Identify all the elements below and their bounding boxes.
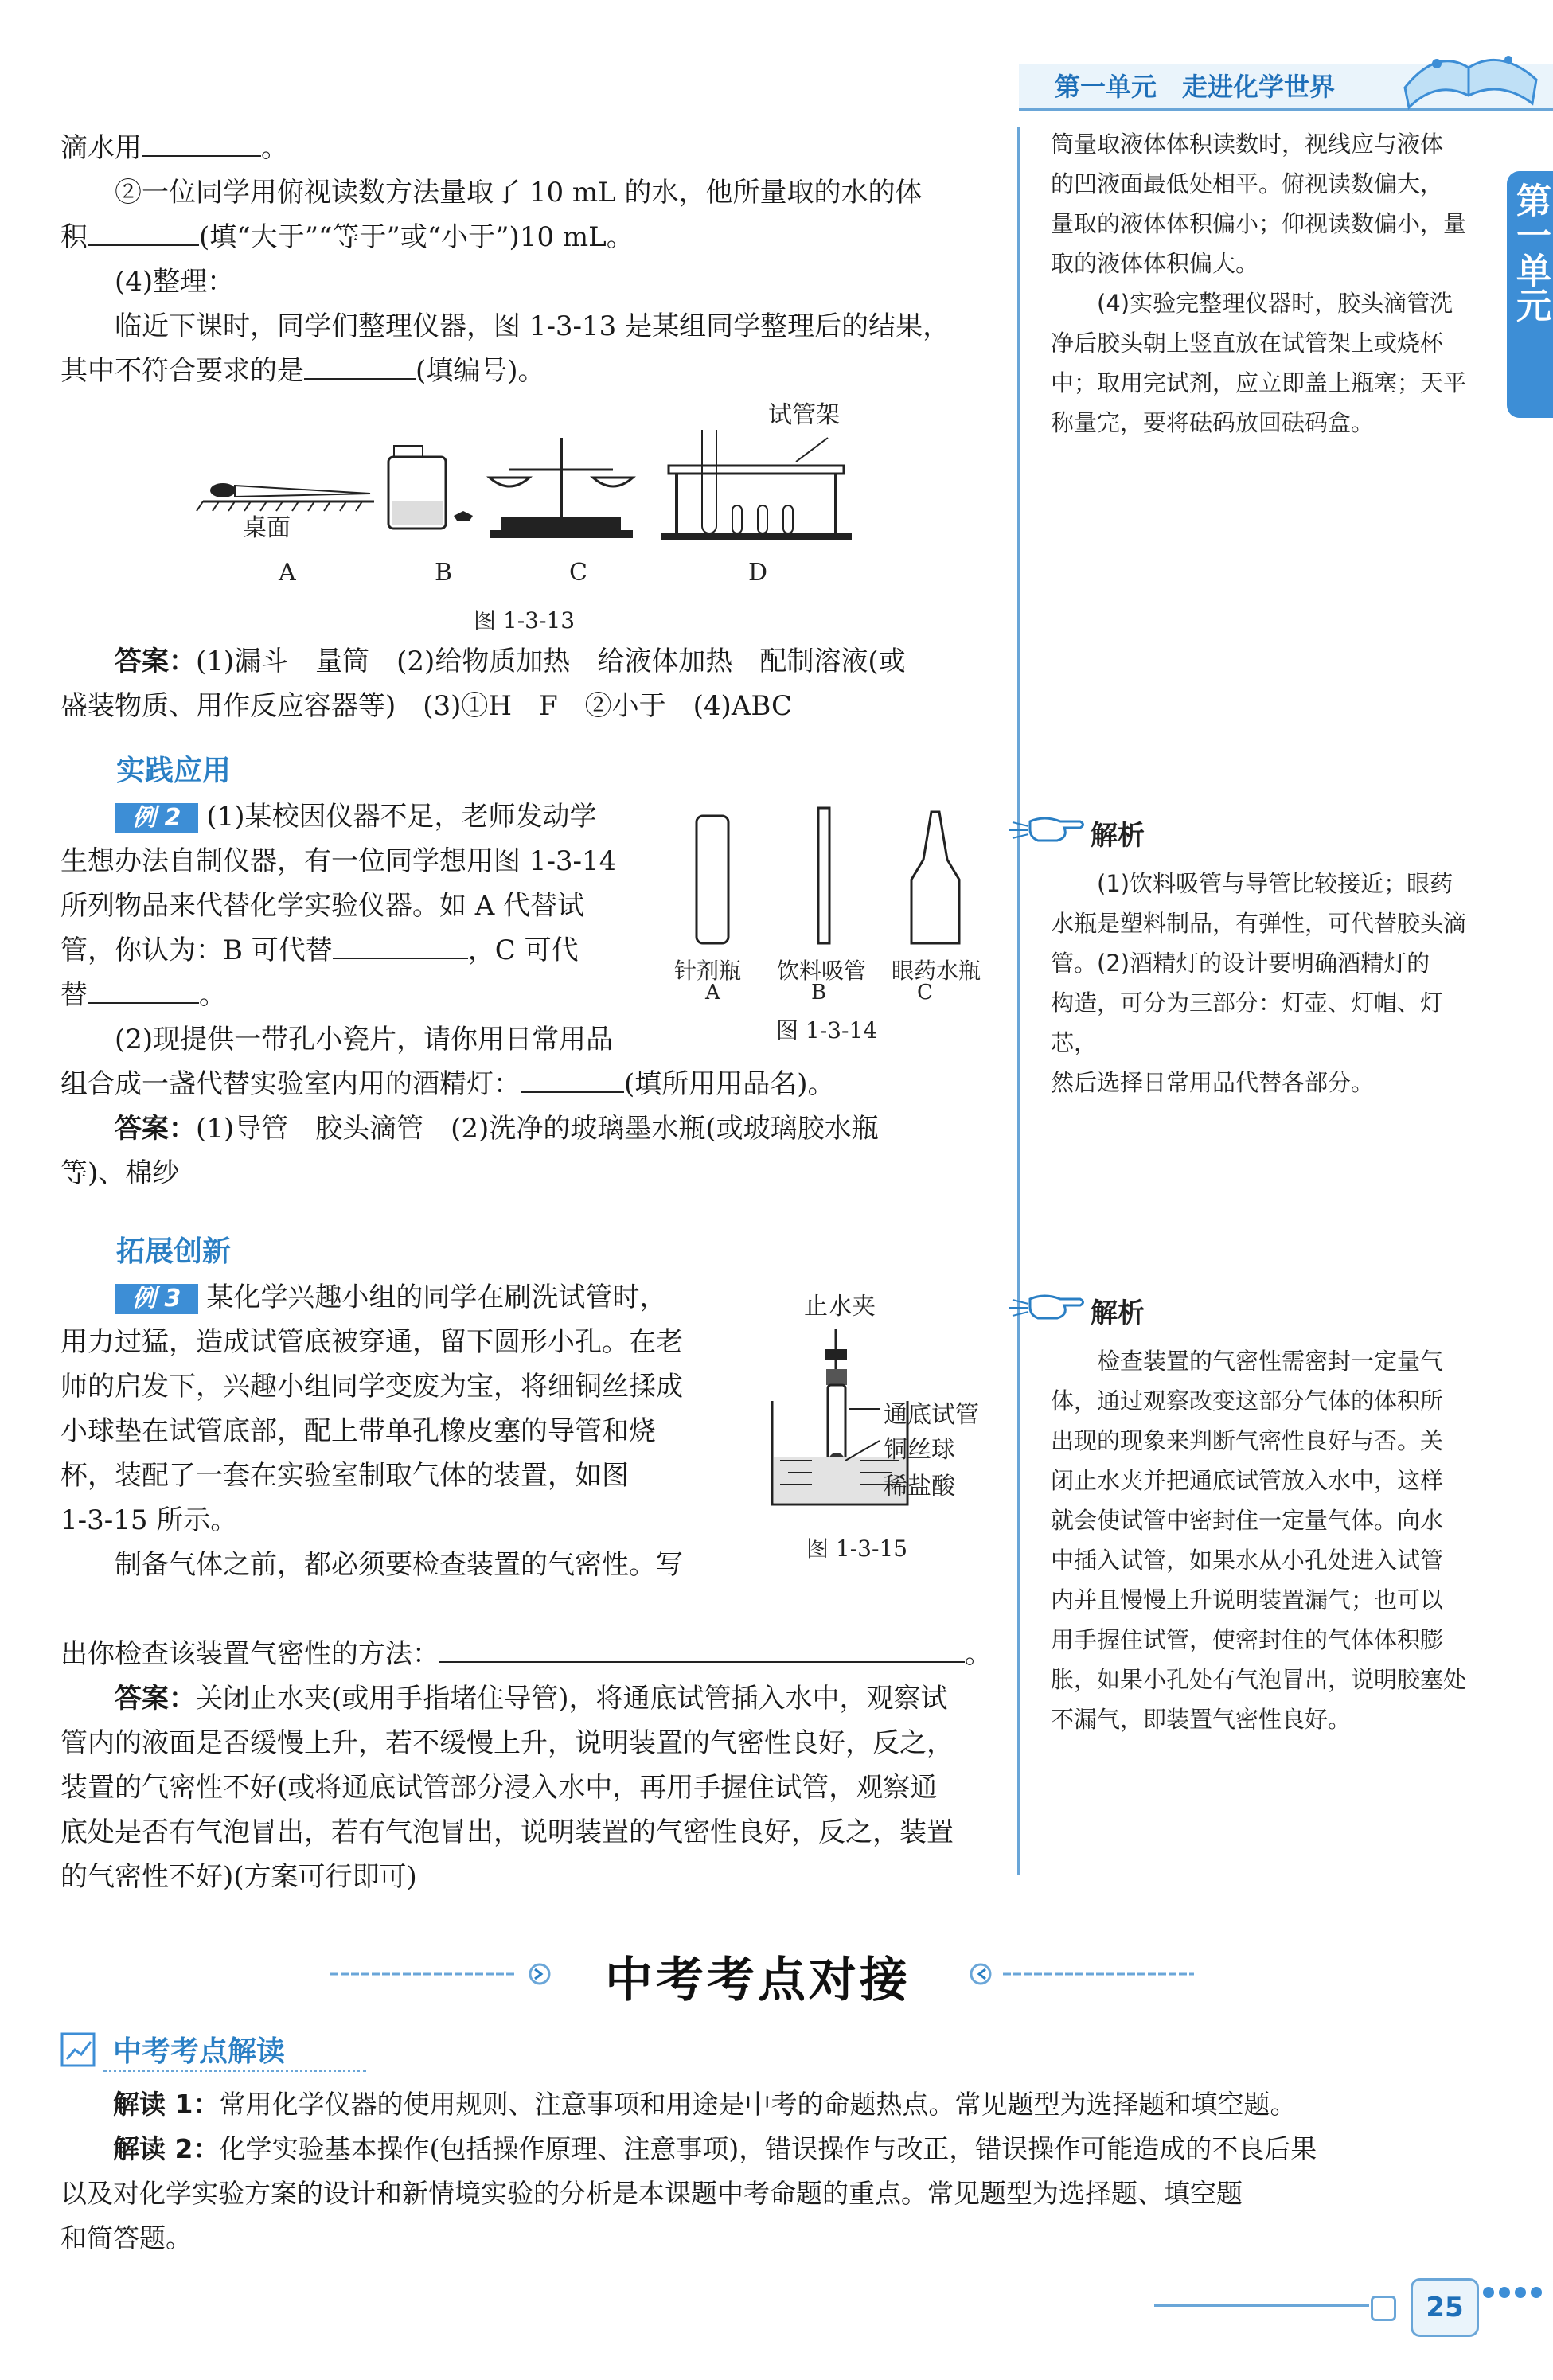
analysis-2-line: 出现的现象来判断气密性良好与否。关 xyxy=(1051,1427,1444,1454)
side-tab-label: 第一单元 xyxy=(1510,182,1551,322)
ex3-answer-3: 装置的气密性不好(或将通底试管部分浸入水中，再用手握住试管，观察通 xyxy=(60,1772,938,1804)
answer-blank[interactable] xyxy=(333,934,468,959)
ex2-line3: 所列物品来代替化学实验仪器。如 A 代替试 xyxy=(60,890,585,922)
fig-label-b: B xyxy=(435,559,453,587)
ex3-line6: 1-3-15 所示。 xyxy=(60,1504,238,1536)
fig-clamp xyxy=(825,1349,847,1360)
ex3-answer-2: 管内的液面是否缓慢上升，若不缓慢上升，说明装置的气密性良好，反之， xyxy=(60,1727,954,1759)
q4-line2-prefix: 其中不符合要求的是 xyxy=(60,355,304,387)
fig-label-c: C xyxy=(569,559,587,587)
fig15-label-tube: 通底试管 xyxy=(884,1401,979,1429)
fig14-item-a: 针剂瓶 xyxy=(674,958,742,984)
example-3-tag: 例 3 xyxy=(115,1284,198,1314)
answer-text-1: (1)漏斗 量筒 (2)给物质加热 给液体加热 配制溶液(或 xyxy=(196,646,906,677)
fig15-label-clamp: 止水夹 xyxy=(804,1293,876,1321)
answer-blank[interactable] xyxy=(521,1067,624,1093)
fig-eyedrop-bottle xyxy=(911,812,959,943)
fig-a-dropper xyxy=(197,483,374,511)
fig14-item-b: 饮料吸管 xyxy=(777,958,867,984)
analysis-1-line: 然后选择日常用品代替各部分。 xyxy=(1051,1069,1375,1096)
side-line: 称量完，要将砝码放回砝码盒。 xyxy=(1051,409,1375,436)
side-line: 筒量取液体体积读数时，视线应与液体 xyxy=(1051,131,1444,158)
side-line: 的凹液面最低处相平。俯视读数偏大， xyxy=(1051,170,1444,197)
analysis-2-line: 中插入试管，如果水从小孔处进入试管 xyxy=(1051,1547,1444,1574)
answer-text-2: 盛装物质、用作反应容器等) (3)①H F ②小于 (4)ABC xyxy=(60,690,793,722)
ex3-answer-5: 的气密性不好)(方案可行即可) xyxy=(60,1861,417,1893)
fig15-label-acid: 稀盐酸 xyxy=(884,1473,955,1500)
analysis-2-line: 闭止水夹并把通底试管放入水中，这样 xyxy=(1051,1467,1444,1494)
example-3-cont xyxy=(60,1632,992,1899)
section-extension-title: 拓展创新 xyxy=(116,1235,232,1268)
fig-caption-1-3-15: 图 1-3-15 xyxy=(806,1535,908,1562)
book-icon xyxy=(1389,32,1548,111)
exam-subtitle: 中考考点解读 xyxy=(113,2035,286,2068)
item2-label: 解读 2： xyxy=(113,2133,220,2164)
figure-1-3-13 xyxy=(191,430,892,557)
analysis-1-line: 管。(2)酒精灯的设计要明确酒精灯的 xyxy=(1051,950,1430,977)
fig14-letter-c: C xyxy=(917,981,933,1005)
ex2-q2-line2-prefix: 组合成一盏代替实验室内用的酒精灯： xyxy=(60,1068,521,1100)
line1-prefix: 滴水用 xyxy=(60,132,142,164)
ex3-answer-4: 底处是否有气泡冒出，若有气泡冒出，说明装置的气密性良好，反之，装置 xyxy=(60,1816,954,1848)
ex3-line8-suffix: 。 xyxy=(965,1638,992,1670)
column-divider xyxy=(1017,127,1020,1875)
pointing-hand-icon xyxy=(1005,810,1092,850)
analysis-2-line: 内并且慢慢上升说明装置漏气；也可以 xyxy=(1051,1586,1444,1613)
exam-banner-title: 中考考点对接 xyxy=(605,1953,911,2008)
fig15-label-ball: 铜丝球 xyxy=(884,1436,955,1464)
ex3-line3: 师的启发下，兴趣小组同学变废为宝，将细铜丝揉成 xyxy=(60,1371,683,1403)
subtitle-underline xyxy=(103,2070,366,2072)
answer-blank[interactable] xyxy=(142,131,261,157)
ex3-answer-1: 关闭止水夹(或用手指堵住导管)，将通底试管插入水中，观察试 xyxy=(196,1683,948,1715)
answer-label: 答案： xyxy=(115,1683,196,1715)
side-line: 量取的液体体积偏小；仰视读数偏小，量 xyxy=(1051,210,1467,237)
fig-label-a: A xyxy=(279,559,296,587)
fig14-item-c: 眼药水瓶 xyxy=(892,958,981,984)
answer-blank[interactable] xyxy=(439,1637,965,1663)
sidebar-top-notes xyxy=(1051,124,1485,443)
ex3-line1: 某化学兴趣小组的同学在刷洗试管时， xyxy=(206,1282,667,1313)
fig-caption-1-3-13: 图 1-3-13 xyxy=(474,607,576,634)
analysis-1-line: 水瓶是塑料制品，有弹性，可代替胶头滴 xyxy=(1051,910,1467,937)
example-2-cont xyxy=(60,1062,992,1196)
dots-decoration xyxy=(1481,2277,1552,2308)
item2-line2: 以及对化学实验方案的设计和新情境实验的分析是本课题中考命题的重点。常见题型为选择题、填空题 xyxy=(60,2178,1243,2209)
side-line: (4)实验完整理仪器时，胶头滴管洗 xyxy=(1097,290,1453,317)
side-tab[interactable] xyxy=(1507,171,1553,418)
figure-1-3-14 xyxy=(685,804,1003,955)
exam-interpretation xyxy=(60,2082,1485,2261)
analysis-2-body xyxy=(1051,1341,1485,1739)
pointing-hand-icon xyxy=(1005,1288,1092,1328)
analysis-2-line: 胀，如果小孔处有气泡冒出，说明胶塞处 xyxy=(1051,1666,1467,1693)
item2-line3: 和简答题。 xyxy=(60,2222,192,2253)
answer-label: 答案： xyxy=(115,1113,196,1145)
analysis-1-line: 构造，可分为三部分：灯壶、灯帽、灯芯， xyxy=(1051,989,1444,1056)
section-practice-title: 实践应用 xyxy=(116,755,232,787)
ex2-line1: (1)某校因仪器不足，老师发动学 xyxy=(206,801,597,833)
ex2-answer-2: 等)、棉纱 xyxy=(60,1157,180,1189)
item2-line1: 化学实验基本操作(包括操作原理、注意事项)，错误操作与改正，错误操作可能造成的不良后果 xyxy=(219,2133,1317,2164)
page-number: 25 xyxy=(1411,2278,1479,2337)
answer-label: 答案： xyxy=(115,646,196,677)
ex2-line5-suffix: 。 xyxy=(199,979,226,1011)
item1-text: 常用化学仪器的使用规则、注意事项和用途是中考的命题热点。常见题型为选择题和填空题。 xyxy=(219,2089,1297,2120)
analysis-2-line: 就会使试管中密封住一定量气体。向水 xyxy=(1051,1507,1444,1534)
ex2-q2-line2-suffix: (填所用用品名)。 xyxy=(624,1068,835,1100)
ex3-line2: 用力过猛，造成试管底被穿通，留下圆形小孔。在老 xyxy=(60,1326,683,1358)
fig-rack-label: 试管架 xyxy=(768,401,840,429)
ex3-line8-prefix: 出你检查该装置气密性的方法： xyxy=(60,1638,439,1670)
answer-blank[interactable] xyxy=(88,978,199,1004)
answer-blank[interactable] xyxy=(304,354,416,380)
ex2-answer-1: (1)导管 胶头滴管 (2)洗净的玻璃墨水瓶(或玻璃胶水瓶 xyxy=(196,1113,879,1145)
footer-rule xyxy=(1154,2304,1369,2307)
q2-line2-suffix: (填“大于”“等于”或“小于”)10 mL。 xyxy=(199,221,634,253)
analysis-1-title: 解析 xyxy=(1091,820,1145,852)
analysis-2-line: 检查装置的气密性需密封一定量气 xyxy=(1097,1348,1444,1375)
example-3 xyxy=(60,1275,721,1587)
chart-icon xyxy=(60,2032,96,2067)
fig-desk-label: 桌面 xyxy=(243,514,291,542)
example-2 xyxy=(60,794,697,1062)
q4-title: (4)整理： xyxy=(115,266,235,298)
example-2-tag: 例 2 xyxy=(115,803,198,833)
analysis-2-line: 不漏气，即装置气密性良好。 xyxy=(1051,1706,1352,1733)
fig-c-balance xyxy=(490,438,633,538)
footer-box xyxy=(1371,2296,1396,2321)
ex2-line4-prefix: 管，你认为：B 可代替 xyxy=(60,934,333,966)
analysis-2-line: 用手握住试管，使密封住的气体体积膨 xyxy=(1051,1626,1444,1653)
fig14-letter-a: A xyxy=(705,981,720,1005)
analysis-1-body xyxy=(1051,864,1485,1102)
line1-suffix: 。 xyxy=(261,132,288,164)
ex2-line5-prefix: 替 xyxy=(60,979,88,1011)
q2-line2-prefix: 积 xyxy=(60,221,88,253)
fig-caption-1-3-14: 图 1-3-14 xyxy=(776,1017,878,1044)
ex2-q2-line1: (2)现提供一带孔小瓷片，请你用日常用品 xyxy=(115,1024,614,1055)
ex3-line5: 杯，装配了一套在实验室制取气体的装置，如图 xyxy=(60,1460,629,1492)
q2-line1: ②一位同学用俯视读数方法量取了 10 mL 的水，他所量取的水的体 xyxy=(115,177,923,209)
fig-d-rack xyxy=(661,430,852,540)
fig-straw xyxy=(818,808,829,943)
analysis-2-title: 解析 xyxy=(1091,1297,1145,1329)
fig-vial xyxy=(697,816,728,943)
q4-line2-suffix: (填编号)。 xyxy=(416,355,545,387)
fig-b-bottle xyxy=(388,446,473,529)
fig-label-d: D xyxy=(748,559,768,587)
q4-line1: 临近下课时，同学们整理仪器，图 1-3-13 是某组同学整理后的结果， xyxy=(115,310,950,342)
side-line: 中；取用完试剂，应立即盖上瓶塞；天平 xyxy=(1051,369,1467,396)
item1-label: 解读 1： xyxy=(113,2089,220,2120)
ex2-line4-mid: ，C 可代 xyxy=(467,934,579,966)
top-question xyxy=(60,126,992,393)
analysis-1-line: (1)饮料吸管与导管比较接近；眼药 xyxy=(1097,870,1453,897)
unit-title: 第一单元 走进化学世界 xyxy=(1055,72,1336,102)
side-line: 取的液体体积偏大。 xyxy=(1051,250,1259,277)
answer-blank[interactable] xyxy=(88,220,199,246)
ex2-line2: 生想办法自制仪器，有一位同学想用图 1-3-14 xyxy=(60,845,617,877)
side-line: 净后胶头朝上竖直放在试管架上或烧杯 xyxy=(1051,330,1444,357)
fig14-letter-b: B xyxy=(811,981,827,1005)
analysis-2-line: 体，通过观察改变这部分气体的体积所 xyxy=(1051,1387,1444,1414)
ex3-line4: 小球垫在试管底部，配上带单孔橡皮塞的导管和烧 xyxy=(60,1415,656,1447)
top-answer xyxy=(60,639,992,728)
ex3-line7: 制备气体之前，都必须要检查装置的气密性。写 xyxy=(115,1549,683,1581)
